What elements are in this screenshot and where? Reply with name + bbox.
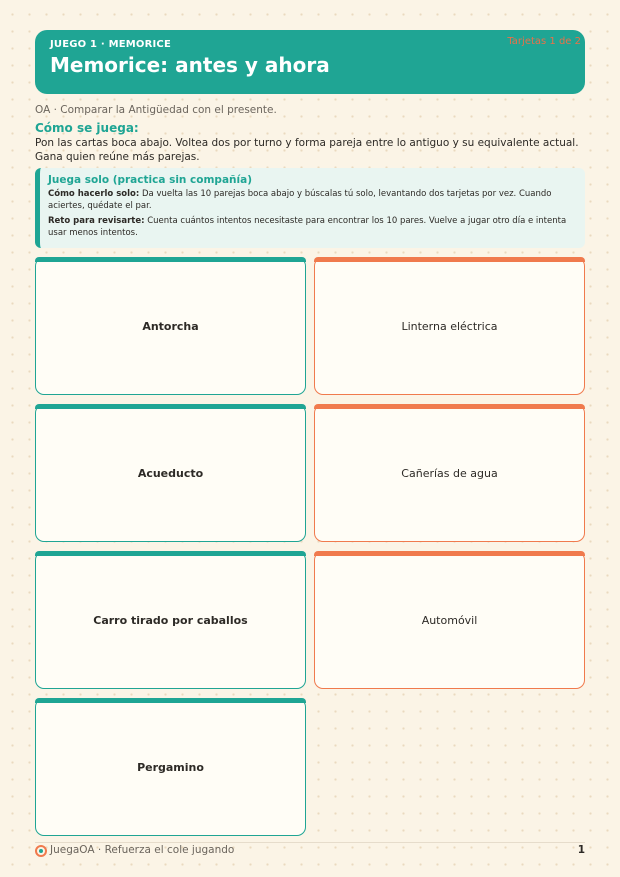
brand-logo-icon [35, 845, 47, 857]
card-label: Carro tirado por caballos [93, 613, 248, 627]
card-label: Pergamino [137, 760, 204, 774]
card-label: Antorcha [142, 319, 199, 333]
solo-check-text: Cuenta cuántos intentos necesitaste para encontrar los 10 pares. Vuelve a jugar otro día e intenta usar menos intentos. [48, 216, 567, 238]
page-number: 1 [577, 844, 585, 856]
cards-page-tag: Tarjetas 1 de 2 [507, 36, 581, 47]
solo-how [48, 188, 575, 212]
game-header [35, 30, 585, 94]
memory-card-ancient[interactable] [35, 257, 306, 395]
memory-card-ancient[interactable] [35, 404, 306, 542]
card-label: Automóvil [421, 613, 478, 627]
solo-how-label: Cómo hacerlo solo: [48, 189, 140, 199]
page-title: Memorice: antes y ahora [50, 53, 330, 77]
memory-card-modern[interactable] [314, 404, 585, 542]
memory-card-modern[interactable] [314, 551, 585, 689]
solo-how-text: Da vuelta las 10 parejas boca abajo y búscalas tú solo, levantando dos tarjetas por vez. Cuando aciertes, quédate el par. [48, 189, 552, 211]
game-kicker: JUEGO 1 · MEMORICE [50, 39, 172, 50]
solo-heading: Juega solo (practica sin compañía) [48, 174, 252, 186]
card-label: Cañerías de agua [401, 466, 498, 480]
howto-text: Pon las cartas boca abajo. Voltea dos por turno y forma pareja entre lo antiguo y su equivalente actual. Gana quien reúne más parejas. [35, 137, 579, 163]
solo-check [48, 215, 575, 239]
solo-play-box [35, 168, 585, 248]
howto-heading: Cómo se juega: [35, 121, 139, 135]
footer-brand: JuegaOA · Refuerza el cole jugando [50, 844, 235, 856]
memory-card-modern[interactable] [314, 257, 585, 395]
learning-objective: OA · Comparar la Antigüedad con el presente. [35, 104, 277, 116]
memory-card-ancient[interactable] [35, 698, 306, 836]
solo-check-label: Reto para revisarte: [48, 216, 145, 226]
memory-card-ancient[interactable] [35, 551, 306, 689]
card-label: Acueducto [137, 466, 204, 480]
card-label: Linterna eléctrica [401, 319, 498, 333]
page-footer [35, 842, 585, 856]
